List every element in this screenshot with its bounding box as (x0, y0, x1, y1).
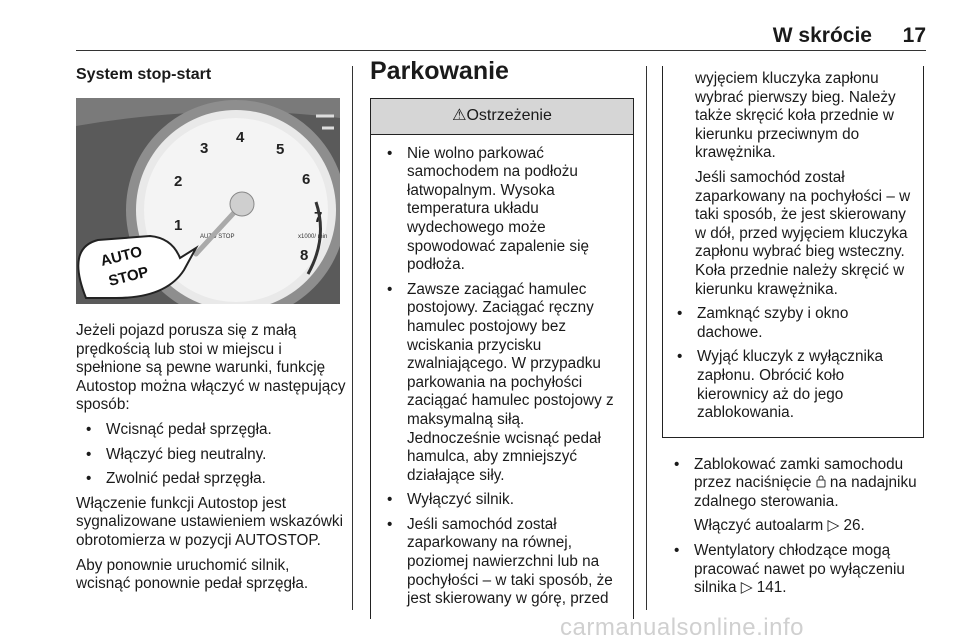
list-item: • Zawsze zaciągać hamulec postojowy. Zaciągać ręczny hamulec postojowy bez wciskania przycisku zwalniającego. W przypadku parkowania na pochyłości zaciągać hamulec postojowy z maksymalną siłą. Jednocześnie wcisnąć pedał hamulca, aby zmniejszyć działające siły. (387, 280, 614, 484)
restart-instruction: Aby ponownie uruchomić silnik, wcisnąć ponownie pedał sprzęgła. (76, 556, 309, 593)
page-reference[interactable]: 26. (843, 517, 865, 535)
list-item: • Wcisnąć pedał sprzęgła. (86, 420, 272, 438)
callout-text-auto: AUTO (98, 243, 144, 270)
parking-steps (672, 456, 924, 598)
section-heading-stop-start: System stop-start (76, 66, 212, 83)
bullet-icon: • (677, 348, 683, 366)
stop-start-intro: Jeżeli pojazd porusza się z małą prędkością lub stoi w miejscu i spełnione są pewne warunki, funkcję Autostop można włączyć w następujący sposób: (76, 322, 346, 414)
tacho-number-1: 1 (174, 217, 183, 234)
callout-text-stop: STOP (106, 263, 151, 290)
warning-icon: ⚠ (452, 107, 467, 124)
bullet-icon: • (387, 491, 393, 509)
warning-box-continued (662, 66, 924, 438)
list-item: • Wyjąć kluczyk z wyłącznika zapłonu. Obrócić koło kierownicy aż do jego zablokowania. (677, 348, 884, 422)
tacho-number-2: 2 (174, 173, 183, 190)
list-item: • Zwolnić pedał sprzęgła. (86, 470, 266, 488)
tacho-number-6: 6 (302, 171, 311, 188)
tacho-number-3: 3 (200, 140, 209, 157)
bullet-icon: • (674, 455, 680, 473)
warning-title: Ostrzeżenie (466, 107, 552, 124)
left-column-text (76, 322, 348, 600)
column-divider-left (352, 66, 353, 610)
left-column (76, 66, 342, 85)
bullet-icon: • (674, 542, 680, 560)
list-item: • Włączyć bieg neutralny. (86, 445, 267, 463)
bullet-icon: • (387, 515, 393, 533)
bullet-icon: • (387, 280, 393, 298)
tacho-number-7: 7 (314, 209, 323, 226)
middle-column (370, 57, 634, 85)
column-divider-right (646, 66, 647, 610)
autostop-steps (84, 421, 348, 489)
tacho-unit-label: x1000/ min (298, 234, 328, 240)
warning-body (371, 135, 633, 623)
tacho-number-5: 5 (276, 141, 285, 158)
warning-continuation: wyjęciem kluczyka zapłonu wybrać pierwszy bieg. Należy także skręcić koła przednie w kierunku przeciwnym do krawężnika. (695, 70, 896, 162)
warning-box (370, 98, 634, 619)
bullet-icon: • (86, 445, 92, 463)
bullet-icon: • (86, 420, 92, 438)
tachometer-illustration (76, 98, 340, 304)
xref-icon: ▷ (740, 579, 753, 597)
autostop-indication: Włączenie funkcji Autostop jest sygnalizowane ustawieniem wskazówki obrotomierza w pozycji AUTOSTOP. (76, 494, 343, 549)
warning-column (370, 98, 634, 642)
warning-list (385, 145, 623, 609)
autoalarm-note: Włączyć autoalarm ▷ 26. (694, 517, 865, 535)
bullet-icon: • (86, 470, 92, 488)
header-divider (76, 50, 926, 51)
list-item: • Zablokować zamki samochodu przez naciśnięcie na nadajniku zdalnego sterowania. Włączyć autoalarm ▷ 26. (672, 456, 924, 536)
tachometer-figure (76, 98, 340, 304)
warning-header (371, 99, 633, 135)
xref-icon: ▷ (827, 517, 840, 535)
list-item: • Wentylatory chłodzące mogą pracować nawet po wyłączeniu silnika ▷ 141. (674, 542, 905, 597)
tacho-number-8: 8 (300, 247, 309, 264)
page-header-title: W skrócie (772, 24, 872, 47)
warning-list-continued (675, 305, 915, 423)
page-number: 17 (902, 24, 926, 47)
warning-slope-down: Jeśli samochód został zaparkowany na pochyłości – w taki sposób, że jest skierowany w dół, przed wyjęciem kluczyka zapłonu wybrać bieg wsteczny. Koła przednie należy skręcić w kierunku krawężnika. (695, 168, 911, 298)
list-item: • Wyłączyć silnik. (387, 491, 514, 509)
lock-icon (816, 474, 826, 488)
page-reference[interactable]: 141. (756, 579, 787, 597)
section-heading-parking: Parkowanie (370, 57, 509, 85)
list-item: • Jeśli samochód został zaparkowany na równej, poziomej nawierzchni lub na pochyłości – w taki sposób, że jest skierowany w górę, przed (387, 515, 613, 608)
right-column (662, 66, 924, 604)
tacho-autostop-mark: AUTO STOP (200, 234, 235, 240)
bullet-icon: • (387, 144, 393, 162)
bullet-icon: • (677, 305, 683, 323)
watermark: carmanualsonline.info (560, 614, 804, 641)
list-item: • Nie wolno parkować samochodem na podłożu łatwopalnym. Wysoka temperatura układu wydechowego może spowodować zapalenie się podłoża. (387, 144, 589, 274)
list-item: • Zamknąć szyby i okno dachowe. (677, 305, 849, 341)
tacho-number-4: 4 (236, 129, 245, 146)
